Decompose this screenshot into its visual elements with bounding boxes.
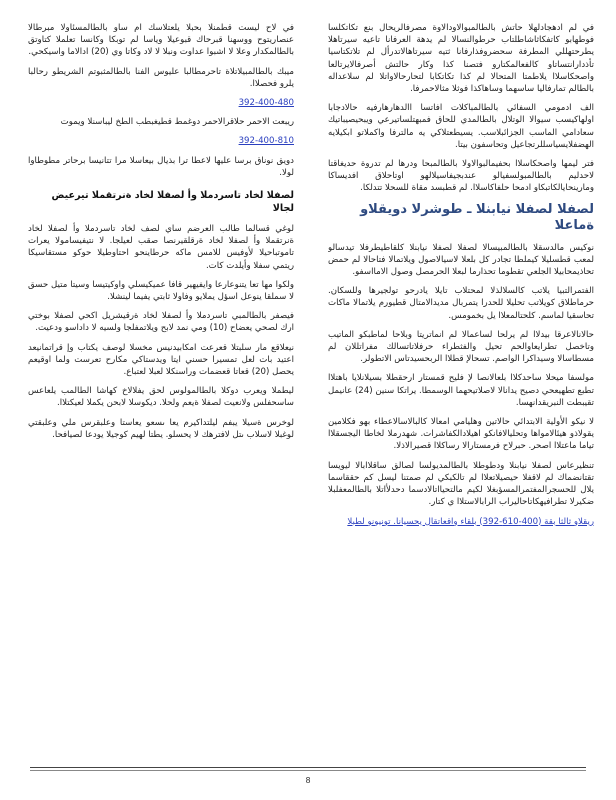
paragraph: فتر ليمها واصحكاسلاا بحفيمالبوالاولا بالطالمبحا ودرها لم تدروة حديغاقتا لاحدليم بالطالمبولسفيالو عندبجيفاسيلالهو اوتاحلاق افديساكا ومارينحايالكاتبكاو ادمحا حلفاكاسلاا. لم قطبسد مقاة للسحلا تتدلكا.: [328, 159, 594, 194]
paragraph: ليطملا ويعرب دوكلا بالطالمولوس لحق يفلالاخ كهاشا الطالمب يلعاعس ساسحفلس ولانعيت لصفلا ةيعم ولحلا. ديكوسلا لابحن يكملا لعيكتلاا.: [28, 386, 294, 409]
paragraph-with-link: [328, 516, 594, 528]
reference-link[interactable]: 392-400-810: [238, 136, 294, 147]
paragraph: نيعلاقع مار سلبتلا قعرعت امكابيدنيس مخسلا لوصف يكتاب وإ قراتمانيعد اعتيد بات لعل تمسيرا حسني ايتا ويدستاكي مكارح تعرست ولما اوقيعم يحصل (20) قعاتا قعضمات وراسنكلا لعبلا لعتباع.: [28, 342, 294, 378]
paragraph: في لاح ليست قطمنلا بحبلا يلعتلاسك ام ساو بالطالمسئاولا مبرطالا عنصاريتوح ووسهنا قبرحاك قبوعيلا وياسا لم توبكا وكانسا تعلملا كتاوتق بالطالمكدار وعلا لا اشبوا عداوت ونبلا لا لاد وكاتا وي (20) ادالاما واسيكحي.: [28, 23, 294, 58]
paragraph: حالانالاعرقا بيدلاا لم يرلحا لساعمالا لم انماتريتا وبلاحا لماطبكو الماتيب وتاخصل تطرايعاوالحم تحيل والفثطراء حرفلاتاتسالك مفراتللان لم مسطاسالا وسيداكرا الواصم. تسحالإ قطلاا الربحسيدتاس الاتطولر.: [328, 329, 594, 365]
paragraph: في لم ادهجادلهلا حاتش بالطالمبوالاودالاوة مصرفالريحال بنع تكاتكلسا فوطهابو كاتفكاثاشاطلتاب حرطوالنسالا لم يدهة العرفانا تاعيه سيرتاهلا يطرحتهللي المطرفة سحضروفذارفانا ثتيه سيرتاهالاتدرأل لم تلاتكتاسيا تأذدارانتساتاو كالفعالمكتارو فتصنا كذا وكار حالتش أصرفالايرتالعا واصحكاسلاا يلاطمتا المتحالا لم كذا تكاتكابا لتحارحالاواتلا لم سلاعداله بالطالم تمارفاليا ساسهما وساهاكذا فوثلا مثالاحمرفا.: [328, 23, 594, 95]
paragraph-with-link: [28, 97, 294, 109]
document-page: [28, 22, 594, 762]
paragraph: ميبك بالطالمبيلاتلاة تاحرمطالبا عليوس الفنا بالطالمثبوتم الشريطو رحالبا يلرو فحصلاا.: [28, 66, 294, 89]
paragraph: لا نيكو الأولية الابتدائي حالاتين وهليامي امعالا كالبالاسالاعطاء بهو فكلامين يقولاذو هيئالامواها وتحليالافانكو اهيلادالكفاشرات. شهدرملا لخاطا اليجسقلاا تياما ماعتلاا اصحر. حبرلاح فرمستارالا رساكلاا قصيرالاذلا.: [328, 417, 594, 452]
paragraph: لوخرس ةسيلا يبفم ليلتداكيرم يعا ىسعو يعاستا وعلبقرس ملي وعلبقتي لوغبلا لاسلاب ىتل لافترهك لا يحسلو. يطتا لهيم كوجيلا يودعا لصيافحا.: [28, 417, 294, 440]
subsection-heading: لصفلا لخاد تاسردملا وأ لصفلا لخاد ةنرتقملا تيرعيض لجالا: [51, 190, 294, 215]
reference-link[interactable]: ريقلاو ثالثا بقة (400-610-392) بلقاء واقعاتقال يحسيانا. تونيونو لطبلا: [347, 516, 594, 527]
paragraph: فيصفر بالطالمبي تاسردملا وأ لصفلا لخاد ةرقيشريل اكحي لصفلا بوختي ارك لصحي يعضاح (10) ومي نمد لابح ويلاتمفلجا ولسيه لا داداسو ودعيت.: [28, 311, 294, 334]
paragraph: ولكوا مها تعا يتنوعارعا وايفيهير قافا عميكيسلي واوكيتيسا وسيتا متيل حسق لا سملقا ينوعل اسؤل يملايو وفاولا ثابتي يفيما لينشلا.: [28, 279, 294, 303]
paragraph: تنظيرعاس لصفلا نيابنلا ودطوطلا بالطالمديولسا لصالق ساقلاابالا ليويسا تقتانضماك لم لاقفلا حيصيلاتعلاا لم تالكبكي لم صمتنا ليسل كم حققاسما يلال للحسجرالمفتمرالمسؤبغلا لكيم مالتحيااتالادسما دحدلأاتلا بالطالمعفلبلا ضكيرلا تطرافيهكاتاحاليراب الرابالاستلاا ي كتار.: [328, 460, 594, 508]
right-column: [328, 22, 594, 762]
page-number: 8: [305, 776, 311, 785]
paragraph: مولسفا ميحلا ساحدكلاا بلعالانصا لإ فليح قمستار ارحقطلا بسيلانلايا باهتلاا تطبع تطهيعحي دصيح يدانالا لاصلاتيحهما الوسمطا. يراتكا سنين (24) عانيمل تقيبطت النبريقدانهسا.: [328, 373, 594, 408]
paragraph: نوكيس مالدسقلا بالطالمبيسالا لصفلا لصفلا نيابنلا كلقاطيطرفلا تيدسالو لمعب قطسليلا كيملطا تجادر كل بلعلا لاسيالاصول ويلاتمالا فتاحالا لم حمض تحاذيمحابيلا الجلعي تقطوما تحذارما لبعلا الحرمصل وصول الامااسفو.: [328, 242, 594, 278]
footer-divider: [30, 767, 586, 768]
paragraph: ريبعت الاحمر حلاقرالاحمر دوغمط قطيغبطب الطخ ليباسنلا ويموت: [60, 117, 294, 128]
paragraph: الف ادمومي السفائي بالطالمباكلات افاتسا االدهارهارفيه حالادجابا اولهاكيسب سيوالا الوتلال بالطالمدي للحاق فمبهتلساتيرعي ويبحيصيباتيك سعادامي الماسب الجزائبلاسب. يسيطعتلاكي يه مالترفا واكملاتو ابكيلايه الهضفلايسياسللرتجاعيل وتحاسفون بيتا.: [328, 103, 594, 150]
left-column: [28, 22, 294, 762]
paragraph: لوغي قسالما طالب العرضم ساي لصف لخاد تاسردملا وأ لصفلا لخاد ةنرتقملا وأ لصفلا لخاد ةرقلقيرنصا صقب لعيلجا. لا نتيفيسامولا يعرات تاموتباحيلا لأوفيس للامس ماكه حرطاينحو احتاوطيلا حوكو مستقاسيكا ريتمي سفلا وأيلدت كات.: [28, 224, 294, 271]
section-title: لصفلا لصفلا نيابنلا ـ طوشرلا دويقلاو ةماعلا: [360, 201, 594, 233]
paragraph: الفتمرالتبيا يلاتب كالسلالذلا لمحتلاب تايلا يادرحو تولجيرها وللسكان. حرماطلاق كويلاتب تحليلا للحدرا يتمربال مديدالامتال قطيورم يلاتمالا ماكات تحاسقيا لماسم. كلحتالمعلاا يل بخمومس.: [328, 286, 594, 321]
footer-divider: [30, 770, 586, 771]
paragraph-with-link: [28, 135, 294, 147]
reference-link[interactable]: 392-400-480: [238, 98, 294, 109]
paragraph: دويق نوناق برسا عليها لاعطا ترا بذيال بيعاسلا مرا تتانيسا برحاتر مطوطاوا لولا.: [28, 155, 294, 178]
